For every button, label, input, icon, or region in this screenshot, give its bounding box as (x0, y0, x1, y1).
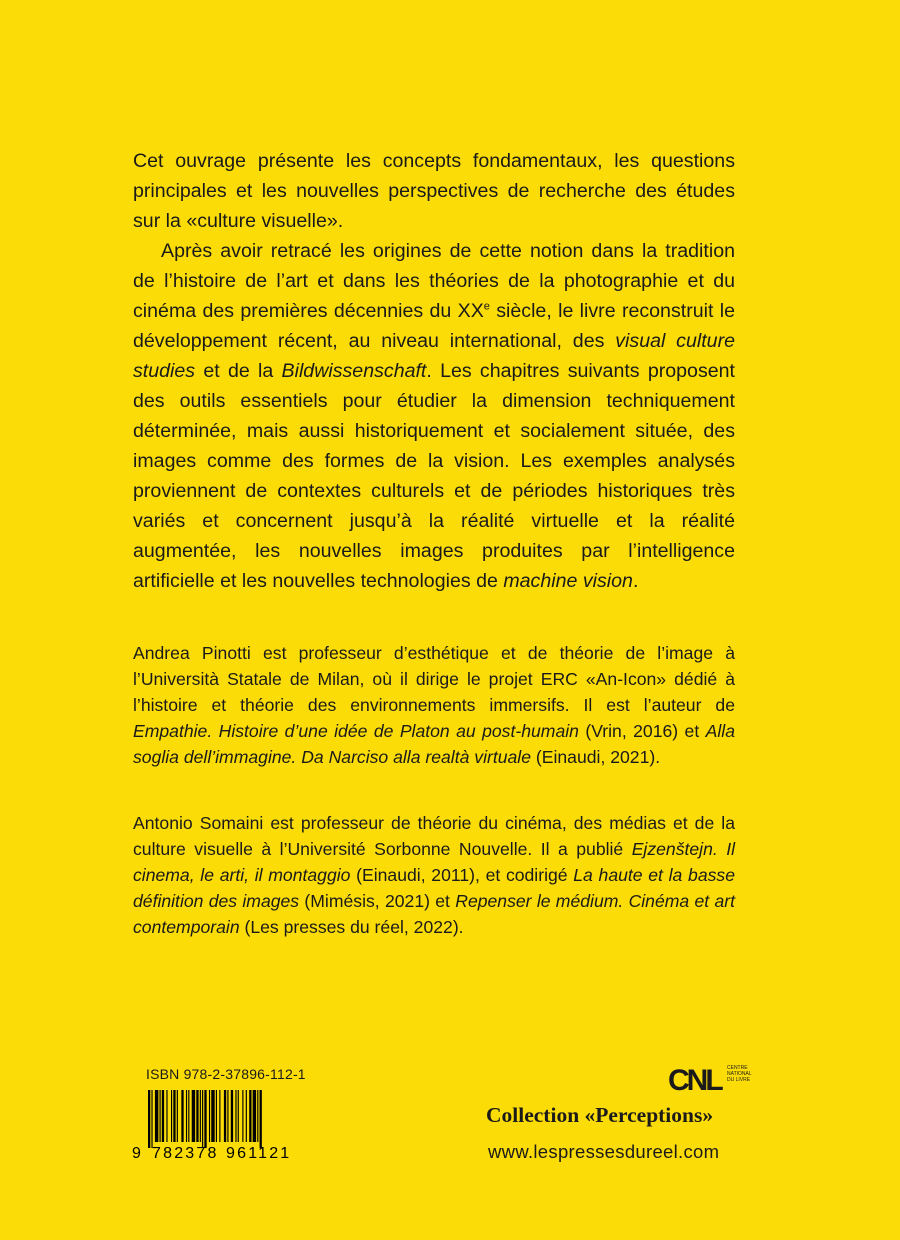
intro-text (133, 146, 735, 596)
barcode-bar (188, 1090, 189, 1142)
publisher-website[interactable]: www.lespressesdureel.com (488, 1141, 720, 1162)
barcode-bar (216, 1090, 217, 1142)
barcode-bar (162, 1090, 164, 1142)
barcode-bar (160, 1090, 161, 1142)
barcode-bar (260, 1090, 262, 1148)
barcode-bar (231, 1090, 233, 1142)
barcode-bar (177, 1090, 178, 1142)
svg-text:NATIONAL: NATIONAL (727, 1071, 752, 1077)
barcode-bar (173, 1090, 175, 1142)
barcode-bar (224, 1090, 226, 1142)
barcode-bar (246, 1090, 247, 1142)
barcode-left-digits: 782378 (152, 1145, 219, 1160)
barcode-bar (242, 1090, 243, 1142)
barcode-bar (155, 1090, 158, 1142)
barcode-bar (253, 1090, 256, 1142)
barcode-bar (148, 1090, 150, 1148)
barcode-bar (186, 1090, 187, 1142)
barcode-bar (249, 1090, 251, 1142)
isbn-label: ISBN 978-2-37896-112-1 (146, 1066, 306, 1082)
author-bio-somaini: Antonio Somaini est professeur de théorie du cinéma, des médias et de la culture visuelle à l’Université Sorbonne Nouvelle. Il a publié Ejzenštejn. Il cinema, le arti, il montaggio (Einaudi, 2011), et codirigé La haute et la basse définition des images (Mimésis, 2021) et Repenser le médium. Cinéma et art contemporain (Les presses du réel, 2022). (133, 813, 736, 937)
intro-paragraph-2: Après avoir retracé les origines de cette notion dans la tradition de l’histoire de l’art et dans les théories de la photographie et du cinéma des premières décennies du XXe siècle, le livre reconstruit le développement récent, au niveau international, des visual culture studies et de la Bildwissenschaft. Les chapitres suivants proposent des outils essentiels pour étudier la dimension techniquement déterminée, mais aussi historiquement et socialement située, des images comme des formes de la vision. Les exemples analysés proviennent de contextes culturels et de périodes historiques très variés et concernent jusqu’à la réalité virtuelle et la réalité augmentée, les nouvelles images produites par l’intelligence artificielle et les nouvelles technologies de machine vision. (133, 240, 735, 592)
barcode-bar (257, 1090, 258, 1142)
barcode-first-digit: 9 (132, 1145, 141, 1160)
barcode-bar (181, 1090, 183, 1142)
barcode-bar (166, 1090, 167, 1142)
barcode-bar (202, 1090, 203, 1148)
barcode-right-digits: 961121 (226, 1145, 292, 1160)
collection-title: Collection «Perceptions» (486, 1103, 714, 1127)
barcode-bar (227, 1090, 228, 1142)
barcode-bar (211, 1090, 214, 1142)
svg-text:DU LIVRE: DU LIVRE (727, 1077, 751, 1083)
barcode-bar (151, 1090, 152, 1148)
barcode-bar (238, 1090, 239, 1142)
barcode-bar (209, 1090, 210, 1142)
barcode-bar (235, 1090, 236, 1142)
svg-text:CENTRE: CENTRE (727, 1065, 748, 1071)
cnl-logo-letters: CNL (668, 1064, 721, 1096)
cnl-logo (668, 1060, 752, 1096)
barcode-bar (200, 1090, 201, 1142)
isbn-barcode (132, 1090, 312, 1160)
barcode-bar (192, 1090, 195, 1142)
intro-paragraph-1: Cet ouvrage présente les concepts fondamentaux, les questions principales et les nouvelles perspectives de recherche des études sur la «culture visuelle». (133, 150, 735, 232)
barcode-bar (171, 1090, 172, 1142)
barcode-bar (196, 1090, 198, 1142)
author-bio-pinotti: Andrea Pinotti est professeur d’esthétique et de théorie de l’image à l’Università Statale de Milan, où il dirige le projet ERC «An-Icon» dédié à l’histoire et théorie des environnements immersifs. Il est l’auteur de Empathie. Histoire d’une idée de Platon au post-humain (Vrin, 2016) et Alla soglia dell’immagine. Da Narciso alla realtà virtuale (Einaudi, 2021). (133, 643, 735, 767)
barcode-bar (219, 1090, 220, 1142)
barcode-bar (204, 1090, 206, 1148)
